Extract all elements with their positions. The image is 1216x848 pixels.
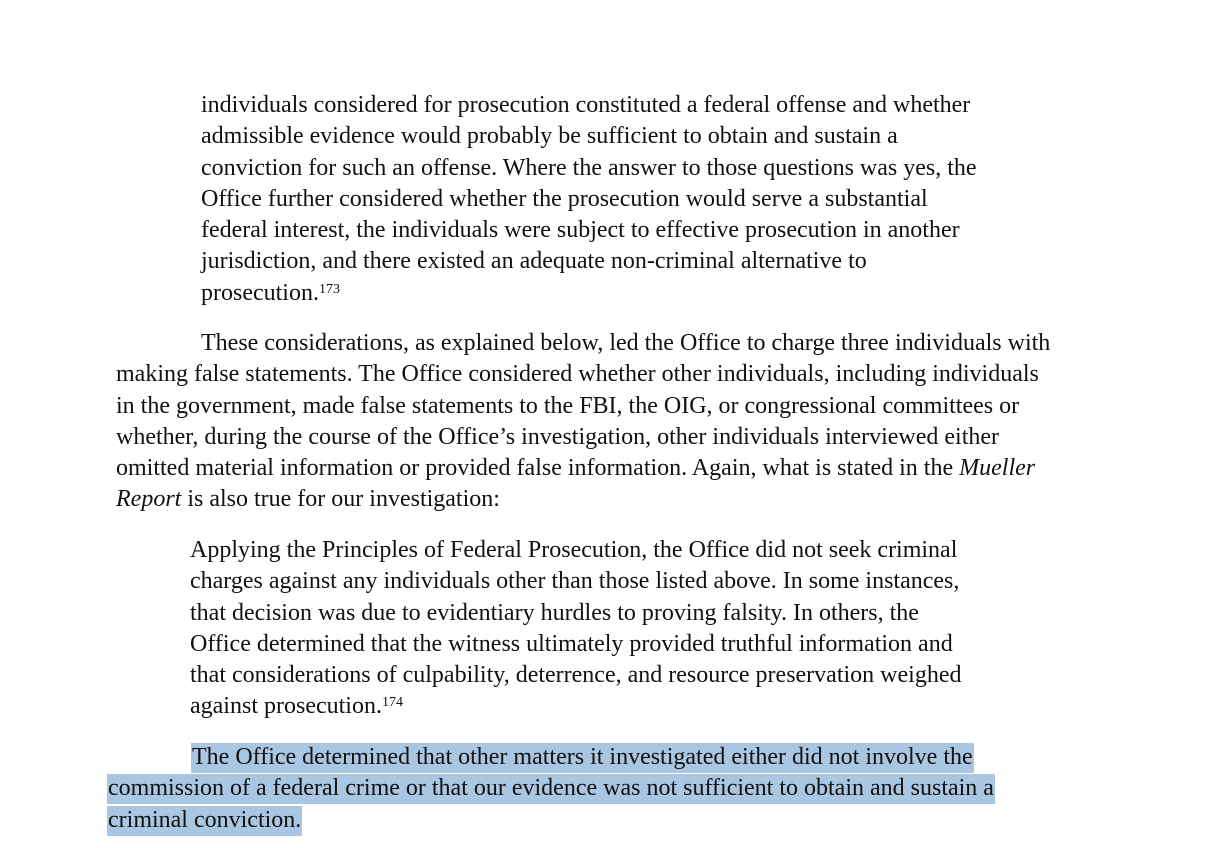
highlighted-line[interactable] (107, 773, 995, 804)
highlighted-line[interactable] (107, 805, 995, 836)
text-line (116, 453, 1050, 484)
text-line-last (190, 691, 961, 722)
text-line-last (201, 278, 977, 309)
text-line: These considerations, as explained below, led the Office to charge three individuals with (201, 330, 1051, 356)
text-line: individuals considered for prosecution constituted a federal offense and whether (201, 92, 971, 118)
block-quote-principles (201, 90, 977, 309)
text-line: admissible evidence would probably be sufficient to obtain and sustain a (201, 123, 898, 150)
text-line: whether, during the course of the Office’s investigation, other individuals interviewed either (116, 423, 1000, 450)
paragraph-highlighted-conclusion[interactable] (107, 742, 995, 836)
text-line: jurisdiction, and there existed an adequate non-criminal alternative to (201, 248, 867, 275)
text-line: that considerations of culpability, deterrence, and resource preservation weighed (190, 662, 962, 689)
paragraph-false-statements (116, 328, 1050, 516)
text-fragment: omitted material information or provided false information. Again, what is stated in the (116, 455, 960, 482)
text-line: Office determined that the witness ultimately provided truthful information and (190, 630, 953, 657)
text-line: conviction for such an offense. Where the answer to those questions was yes, the (201, 154, 977, 181)
text-line: Applying the Principles of Federal Prosecution, the Office did not seek criminal (190, 537, 958, 563)
text-line: charges against any individuals other than those listed above. In some instances, (190, 568, 960, 595)
italic-title-mueller: Mueller (959, 455, 1036, 482)
text-line: federal interest, the individuals were subject to effective prosecution in another (201, 217, 960, 244)
text-line (116, 484, 1050, 515)
text-fragment: against prosecution. (190, 693, 382, 720)
text-line: that decision was due to evidentiary hurdles to proving falsity. In others, the (190, 599, 919, 626)
italic-title-report: Report (116, 486, 182, 513)
text-fragment: is also true for our investigation: (181, 486, 500, 513)
block-quote-mueller-report (190, 535, 961, 723)
selection-highlight[interactable]: criminal conviction. (107, 806, 302, 836)
text-line: making false statements. The Office considered whether other individuals, including individuals (116, 361, 1039, 388)
text-line: Office further considered whether the prosecution would serve a substantial (201, 185, 928, 212)
footnote-ref-174: 174 (381, 695, 403, 711)
text-line: in the government, made false statements to the FBI, the OIG, or congressional committees or (116, 392, 1020, 419)
selection-highlight[interactable]: commission of a federal crime or that our evidence was not sufficient to obtain and sustain a (107, 774, 995, 804)
footnote-ref-173: 173 (318, 281, 340, 297)
highlighted-line[interactable] (107, 742, 995, 773)
text-fragment: prosecution. (201, 279, 319, 306)
selection-highlight[interactable]: The Office determined that other matters it investigated either did not involve the (191, 743, 974, 773)
